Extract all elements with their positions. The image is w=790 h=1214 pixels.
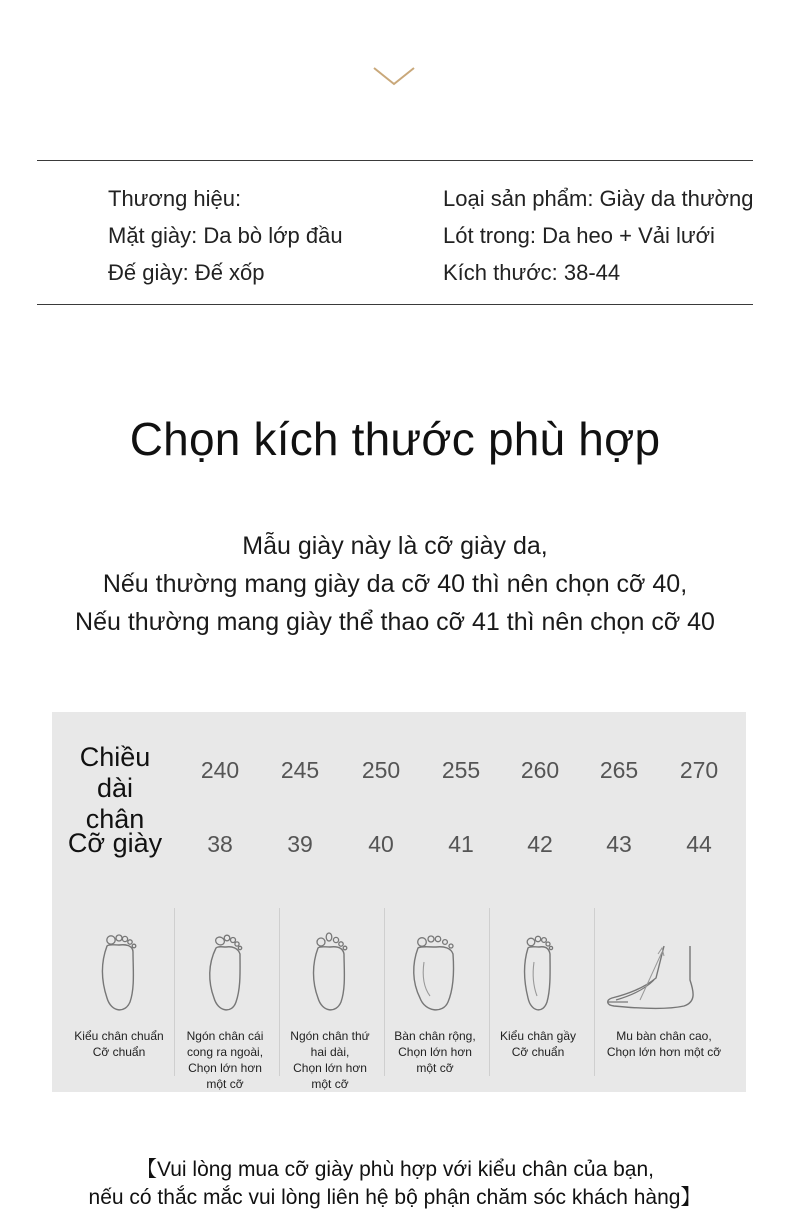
foot-length-cell: 260 — [520, 757, 560, 783]
wide-foot-icon — [410, 932, 460, 1018]
purchase-advice-line: 【Vui lòng mua cỡ giày phù hợp với kiểu chân của bạn, — [136, 1158, 654, 1181]
spec-size-range: Kích thước: 38-44 — [443, 260, 621, 285]
shoe-size-cell: 43 — [606, 831, 632, 857]
foot-type-caption: Kiểu chân gầy Cỡ chuẩn — [499, 1029, 577, 1059]
page-title: Chọn kích thước phù hợp — [129, 413, 661, 465]
foot-length-cell: 250 — [361, 757, 401, 783]
shoe-size-cell: 38 — [207, 831, 233, 857]
purchase-advice-line: nếu có thắc mắc vui lòng liên hệ bộ phận chăm sóc khách hàng】 — [88, 1186, 702, 1209]
foot-type-caption: Bàn chân rộng, Chọn lớn hơn một cỡ — [394, 1029, 476, 1075]
foot-length-cell: 255 — [441, 757, 481, 783]
shoe-size-cell: 40 — [368, 831, 394, 857]
foot-length-cell: 245 — [280, 757, 320, 783]
foot-type-caption: Ngón chân thứ hai dài, Chọn lớn hơn một cỡ — [290, 1029, 370, 1091]
foot-type-caption: Kiểu chân chuẩn Cỡ chuẩn — [74, 1029, 164, 1059]
foot-type-caption: Ngón chân cái cong ra ngoài, Chọn lớn hơn một cỡ — [186, 1029, 264, 1091]
purchase-advice — [0, 1156, 790, 1212]
shoe-size-cell: 39 — [287, 831, 313, 857]
shoe-size-label: Cỡ giày — [67, 828, 163, 858]
big-toe-out-foot-icon — [202, 932, 248, 1018]
spec-sole: Đế giày: Đế xốp — [108, 260, 265, 285]
spec-list-left — [108, 180, 343, 291]
shoe-size-cell: 41 — [448, 831, 474, 857]
top-divider — [37, 160, 753, 161]
bottom-divider — [37, 304, 753, 305]
chevron-down-icon — [372, 64, 416, 88]
spec-brand: Thương hiệu: — [108, 186, 242, 211]
foot-length-cell: 270 — [679, 757, 719, 783]
shoe-size-cell: 42 — [527, 831, 553, 857]
size-advice — [0, 527, 790, 641]
long-second-toe-foot-icon — [308, 932, 352, 1018]
standard-foot-icon — [97, 932, 141, 1018]
high-instep-foot-icon — [604, 944, 700, 1016]
size-advice-line: Nếu thường mang giày thể thao cỡ 41 thì nên chọn cỡ 40 — [75, 608, 715, 636]
shoe-size-cell: 44 — [686, 831, 712, 857]
foot-type-caption: Mu bàn chân cao, Chọn lớn hơn một cỡ — [606, 1029, 722, 1059]
size-advice-line: Mẫu giày này là cỡ giày da, — [242, 532, 548, 560]
size-chart-panel — [52, 712, 746, 1092]
spec-lining: Lót trong: Da heo + Vải lưới — [443, 223, 715, 248]
spec-upper: Mặt giày: Da bò lớp đầu — [108, 223, 343, 248]
foot-length-cell: 240 — [200, 757, 240, 783]
thin-foot-icon — [518, 932, 558, 1018]
foot-length-label: Chiều dài chân — [79, 742, 151, 834]
foot-length-cell: 265 — [599, 757, 639, 783]
spec-list-right — [443, 180, 753, 291]
spec-product-type: Loại sản phẩm: Giày da thường — [443, 186, 754, 211]
size-advice-line: Nếu thường mang giày da cỡ 40 thì nên chọn cỡ 40, — [102, 570, 688, 598]
